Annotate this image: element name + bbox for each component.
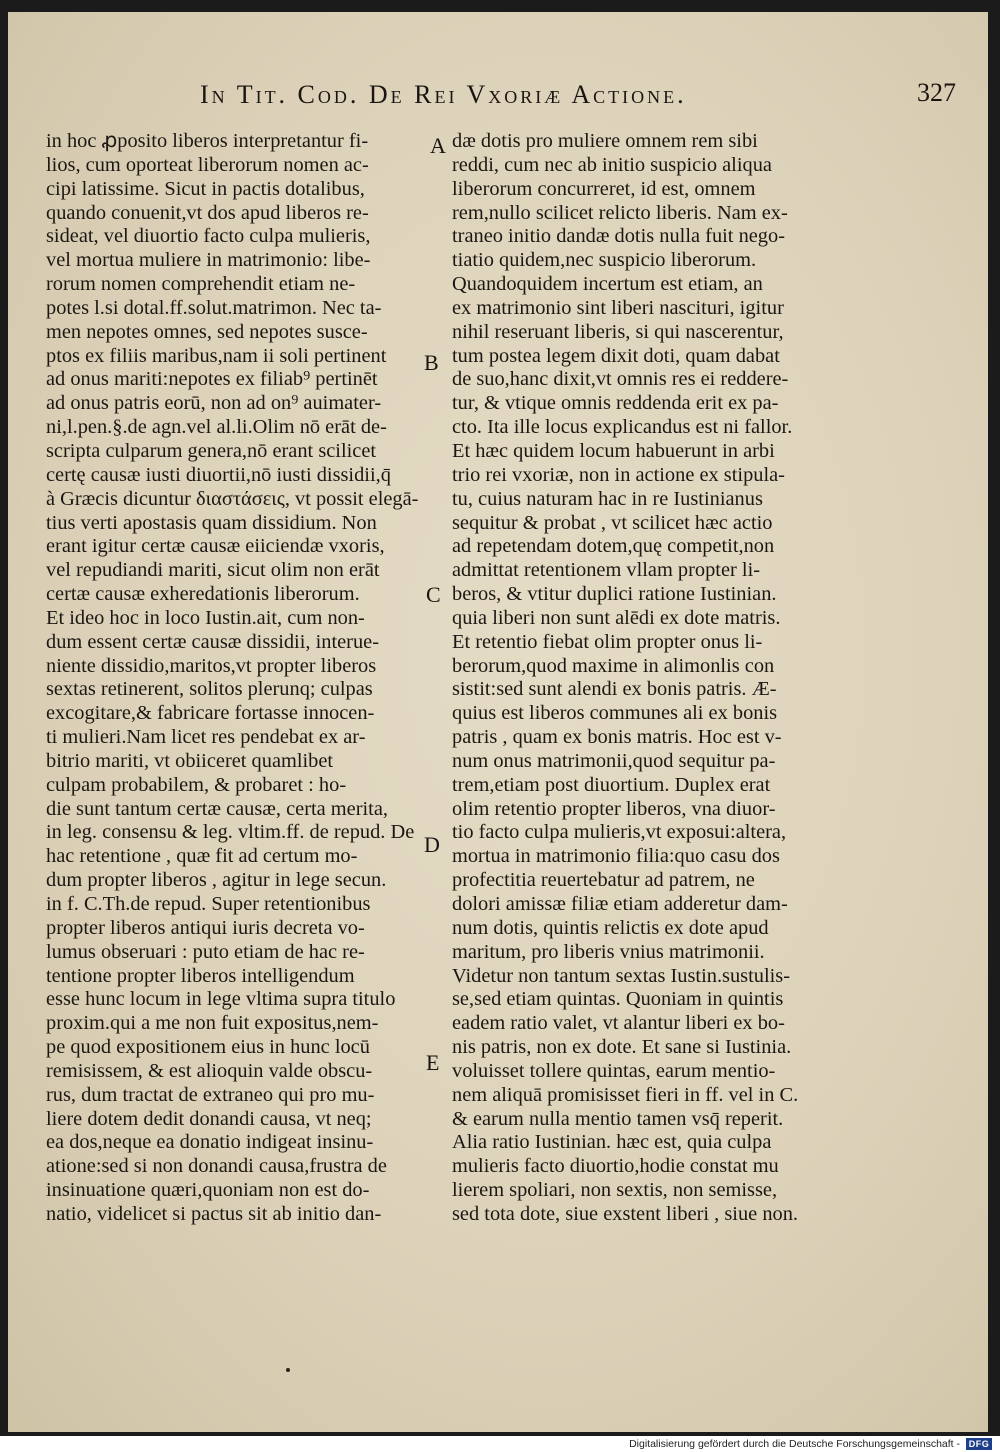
text-line: ea dos,neque ea donatio indigeat insinu- xyxy=(46,1131,374,1154)
text-line: beros, & vtitur duplici ratione Iustinian. xyxy=(452,583,777,606)
text-line: in hoc ꝓposito liberos interpretantur fi- xyxy=(46,130,369,152)
text-line: Quandoquidem incertum est etiam, an xyxy=(452,273,763,296)
text-line: ni,l.pen.§.de agn.vel al.li.Olim nō erāt de- xyxy=(46,416,387,439)
text-line: ad onus mariti:nepotes ex filiab⁹ pertinēt xyxy=(46,368,378,391)
text-line: rem,nullo scilicet relicto liberis. Nam ex- xyxy=(452,201,788,224)
ink-speck xyxy=(286,1368,290,1372)
text-line: Et retentio fiebat olim propter onus li- xyxy=(452,630,763,653)
page-number: 327 xyxy=(917,78,956,107)
page-header xyxy=(200,80,970,120)
text-line: sequitur & probat , vt scilicet hæc actio xyxy=(452,511,773,534)
text-line: dæ dotis pro muliere omnem rem sibi xyxy=(452,130,758,152)
text-line: mortua in matrimonio filia:quo casu dos xyxy=(452,845,780,868)
text-line: & earum nulla mentio tamen vsq̄ reperit. xyxy=(452,1107,784,1130)
text-line: olim retentio propter liberos, vna diuor- xyxy=(452,797,776,820)
text-line: scripta culparum genera,nō erant scilicet xyxy=(46,439,377,462)
text-line: remisissem, & est alioquin valde obscu- xyxy=(46,1059,373,1082)
text-line: sideat, vel diuortio facto culpa mulieris, xyxy=(46,225,371,248)
text-line: atione:sed si non donandi causa,frustra de xyxy=(46,1155,387,1178)
text-line: nis patris, non ex dote. Et sane si Iustinia. xyxy=(452,1036,792,1059)
text-line: Et ideo hoc in loco Iustin.ait, cum non- xyxy=(46,606,365,629)
text-line: natio, videlicet si pactus sit ab initio dan- xyxy=(46,1202,382,1225)
text-line: nihil reseruant liberis, si qui nascerentur, xyxy=(452,320,784,343)
text-line: tio facto culpa mulieris,vt exposui:altera, xyxy=(452,821,787,844)
text-line: à Græcis dicuntur διαστάσεις, vt possit elegā- xyxy=(46,487,419,510)
text-line: tius verti apostasis quam dissidium. Non xyxy=(46,511,377,534)
text-line: vel mortua muliere in matrimonio: libe- xyxy=(46,249,371,272)
text-line: ti mulieri.Nam licet res pendebat ex ar- xyxy=(46,726,366,749)
digitization-credit: Digitalisierung gefördert durch die Deutsche Forschungsgemeinschaft - xyxy=(629,1438,960,1450)
text-line: trio rei vxoriæ, non in actione ex stipula- xyxy=(452,463,785,486)
text-line: men nepotes omnes, sed nepotes susce- xyxy=(46,320,368,343)
text-line: se,sed etiam quintas. Quoniam in quintis xyxy=(452,988,784,1011)
text-line: bitrio mariti, vt obiiceret quamlibet xyxy=(46,749,334,772)
text-line: dum propter liberos , agitur in lege secun. xyxy=(46,869,387,892)
text-line: Videtur non tantum sextas Iustin.sustulis- xyxy=(452,964,791,987)
text-line: eadem ratio valet, vt alantur liberi ex bo- xyxy=(452,1012,785,1035)
text-line: voluisset tollere quintas, earum mentio- xyxy=(452,1059,776,1082)
margin-letter-c: C xyxy=(426,582,441,607)
text-line: hac retentione , quæ fit ad certum mo- xyxy=(46,845,358,868)
text-line: rorum nomen comprehendit etiam ne- xyxy=(46,273,356,296)
text-line: sistit:sed sunt alendi ex bonis patris. Æ- xyxy=(452,678,777,701)
text-line: lumus obseruari : puto etiam de hac re- xyxy=(46,940,365,963)
text-line: reddi, cum nec ab initio suspicio aliqua xyxy=(452,153,772,176)
text-line: admittat retentionem vllam propter li- xyxy=(452,559,761,582)
text-line: excogitare,& fabricare fortasse innocen- xyxy=(46,702,375,725)
text-line: liere dotem dedit donandi causa, vt neq; xyxy=(46,1107,372,1130)
text-line: vel repudiandi mariti, sicut olim non erāt xyxy=(46,559,380,582)
text-line: quia liberi non sunt alēdi ex dote matris. xyxy=(452,606,781,629)
right-text-column xyxy=(452,130,824,1227)
text-line: esse hunc locum in lege vltima supra titulo xyxy=(46,988,396,1011)
text-line: sextas retinerent, solitos plerunq; culpas xyxy=(46,678,373,701)
text-line: die sunt tantum certæ causæ, certa merita, xyxy=(46,797,388,820)
text-line: Alia ratio Iustinian. hæc est, quia culpa xyxy=(452,1131,772,1154)
text-line: ex matrimonio sint liberi nascituri, igitur xyxy=(452,296,784,319)
text-line: tiatio quidem,nec suspicio liberorum. xyxy=(452,249,757,272)
text-line: culpam probabilem, & probaret : ho- xyxy=(46,773,347,796)
text-line: Et hæc quidem locum habuerunt in arbi xyxy=(452,439,775,462)
text-line: proxim.qui a me non fuit expositus,nem- xyxy=(46,1012,379,1035)
text-line: num dotis, quintis relictis ex dote apud xyxy=(452,916,769,939)
text-line: certę causæ iusti diuortii,nō iusti dissidii,q̄ xyxy=(46,463,391,486)
text-line: tu, cuius naturam hac in re Iustinianus xyxy=(452,487,763,510)
text-line: ad onus patris eorū, non ad on⁹ auimater- xyxy=(46,392,382,415)
text-line: maritum, pro liberis vnius matrimonii. xyxy=(452,940,765,963)
text-line: ptos ex filiis maribus,nam ii soli pertinent xyxy=(46,344,387,367)
text-line: in leg. consensu & leg. vltim.ff. de repud. De xyxy=(46,821,415,844)
text-line: quius est liberos communes ali ex bonis xyxy=(452,702,778,725)
text-line: sed tota dote, siue exstent liberi , siue non. xyxy=(452,1202,799,1225)
text-line: in f. C.Th.de repud. Super retentionibus xyxy=(46,893,371,915)
text-line: dolori amissæ filiæ etiam adderetur dam- xyxy=(452,893,788,915)
margin-letter-a: A xyxy=(430,133,446,158)
text-line: propter liberos antiqui iuris decreta vo- xyxy=(46,916,365,939)
text-line: dum essent certæ causæ dissidii, interue- xyxy=(46,630,379,653)
dfg-logo-icon: DFG xyxy=(966,1438,992,1450)
text-line: niente dissidio,maritos,vt propter liberos xyxy=(46,654,377,677)
text-line: tentione propter liberos intelligendum xyxy=(46,964,355,987)
margin-letter-e: E xyxy=(426,1050,440,1075)
text-line: tum postea legem dixit doti, quam dabat xyxy=(452,344,780,367)
text-line: potes l.si dotal.ff.solut.matrimon. Nec ta- xyxy=(46,296,382,319)
text-line: rus, dum tractat de extraneo qui pro mu- xyxy=(46,1083,375,1106)
text-line: erant igitur certæ causæ eiiciendæ vxoris, xyxy=(46,535,385,558)
text-line: ad repetendam dotem,quę competit,non xyxy=(452,535,775,558)
margin-letter-d: D xyxy=(424,832,440,857)
text-line: tur, & vtique omnis reddenda erit ex pa- xyxy=(452,392,779,415)
text-line: cto. Ita ille locus explicandus est ni fallor. xyxy=(452,416,793,439)
text-line: certæ causæ exheredationis liberorum. xyxy=(46,583,360,606)
text-line: nem aliquā promisisset fieri in ff. vel in C. xyxy=(452,1083,799,1106)
margin-letter-b: B xyxy=(424,350,439,375)
text-line: pe quod expositionem eius in hunc locū xyxy=(46,1036,370,1059)
text-line: traneo initio dandæ dotis nulla fuit nego- xyxy=(452,225,785,248)
text-line: mulieris facto diuortio,hodie constat mu xyxy=(452,1155,779,1178)
left-text-column xyxy=(46,130,426,1227)
text-line: lierem spoliari, non sextis, non semisse, xyxy=(452,1179,778,1202)
text-line: cipi latissime. Sicut in pactis dotalibus, xyxy=(46,177,365,200)
text-line: trem,etiam post diuortium. Duplex erat xyxy=(452,773,771,796)
text-line: patris , quam ex bonis matris. Hoc est v- xyxy=(452,726,782,749)
text-line: profectitia reuertebatur ad patrem, ne xyxy=(452,869,755,892)
text-line: num onus matrimonii,quod sequitur pa- xyxy=(452,749,776,772)
running-title: In Tit. Cod. De Rei Vxoriæ Actione. xyxy=(200,80,687,109)
text-line: liberorum concurreret, id est, omnem xyxy=(452,177,756,200)
text-line: insinuatione quæri,quoniam non est do- xyxy=(46,1179,370,1202)
text-line: berorum,quod maxime in alimonlis con xyxy=(452,654,775,677)
text-line: de suo,hanc dixit,vt omnis res ei reddere- xyxy=(452,368,789,391)
text-line: quando conuenit,vt dos apud liberos re- xyxy=(46,201,369,224)
text-line: lios, cum oporteat liberorum nomen ac- xyxy=(46,153,369,176)
